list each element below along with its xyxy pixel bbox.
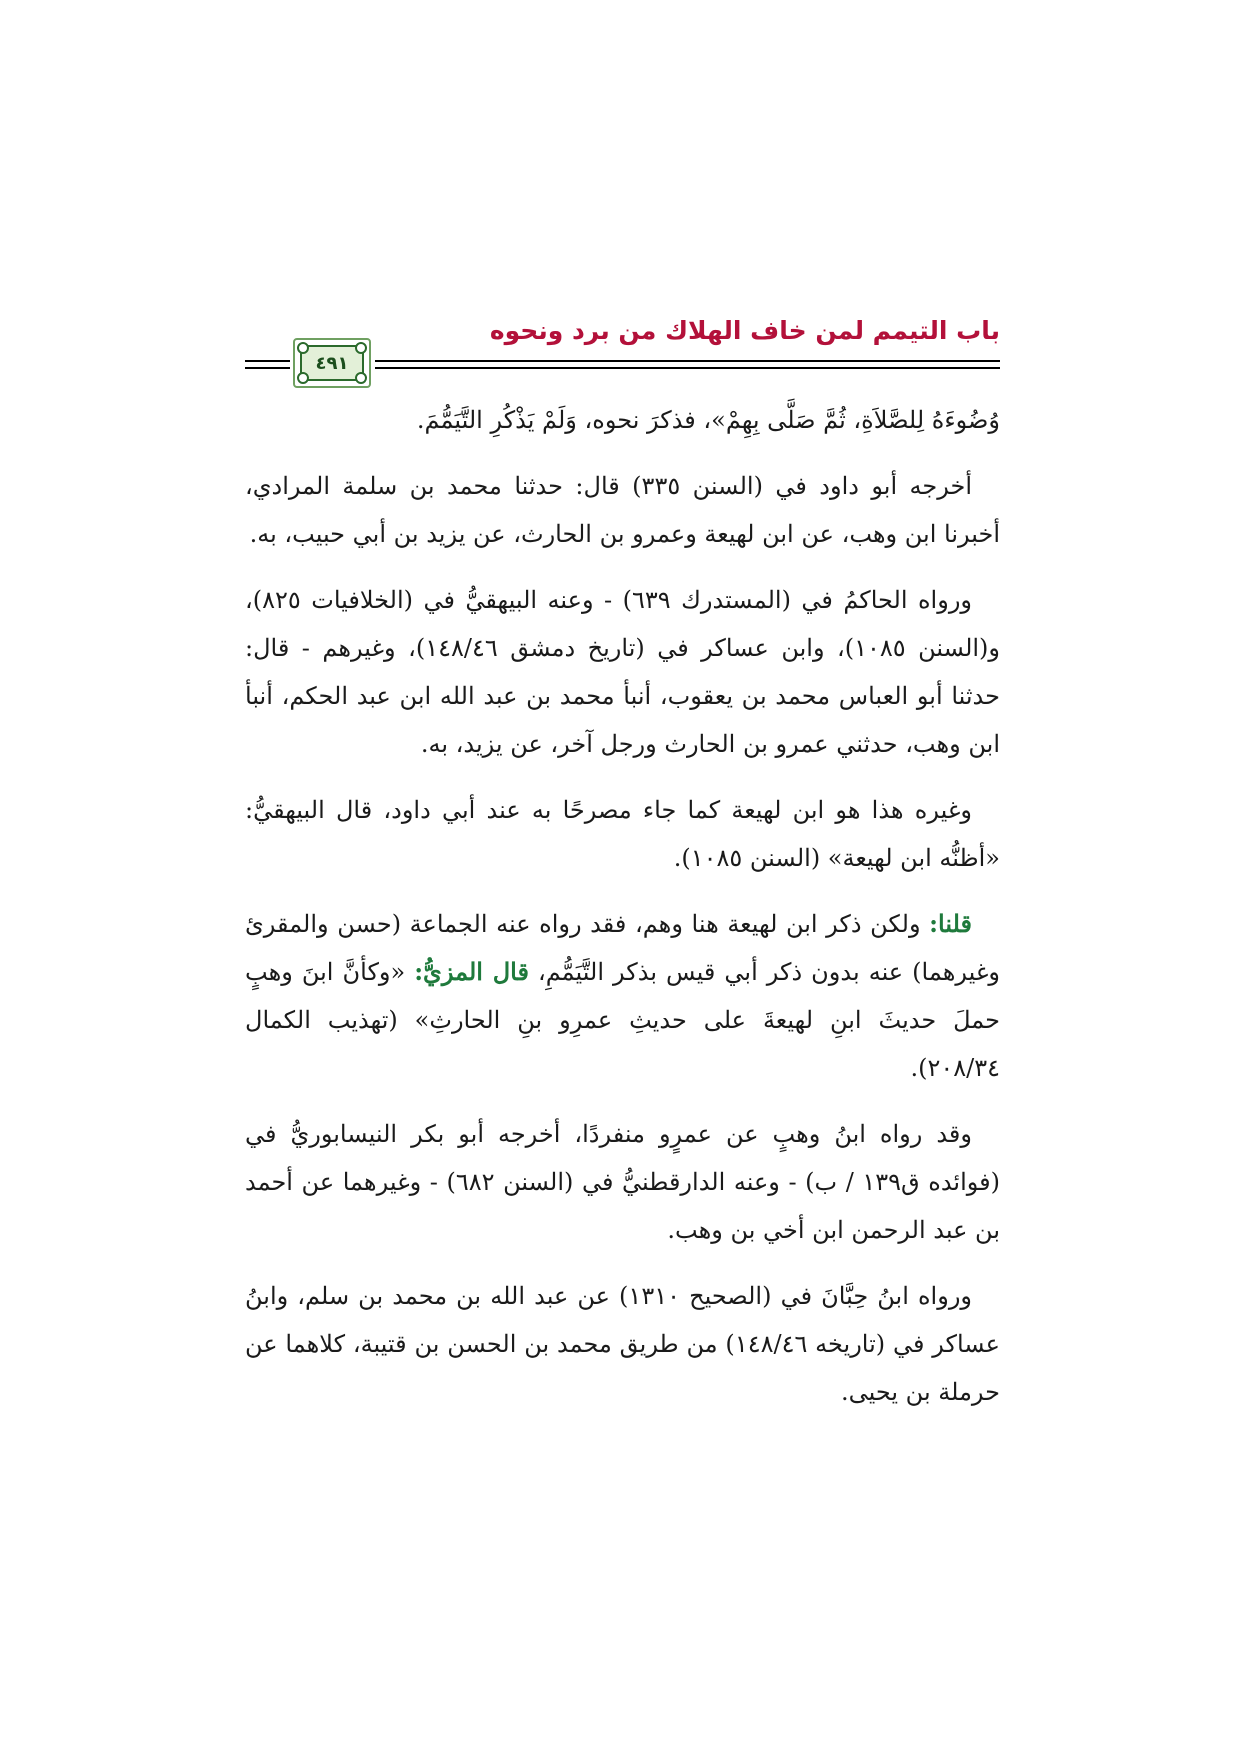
header-rule [375, 360, 1000, 362]
header-rule [375, 367, 1000, 369]
header-rule [245, 367, 290, 369]
paragraph [245, 900, 1000, 1092]
paragraph-text: ولكن ذكر ابن لهيعة هنا وهم، فقد رواه عنه الجماعة (حسن والمقرئ وغيرهما) عنه بدون ذكر أبي قيس بذكر التَّيَمُّمِ، [245, 910, 1001, 986]
paragraph: أخرجه أبو داود في (السنن ٣٣٥) قال: حدثنا محمد بن سلمة المرادي، أخبرنا ابن وهب، عن ابن لهيعة وعمرو بن الحارث، عن يزيد بن أبي حبيب، به. [245, 472, 1000, 548]
highlight-label: قال المزيُّ: [414, 957, 529, 986]
page-header [245, 316, 1000, 386]
paragraph: وُضُوءَهُ لِلصَّلاَةِ، ثُمَّ صَلَّى بِهِمْ»، فذكرَ نحوه، وَلَمْ يَذْكُرِ التَّيَمُّمَ. [416, 406, 1000, 434]
paragraph-text: «وكأنَّ ابنَ وهبٍ حملَ حديثَ ابنِ لهيعةَ على حديثِ عمرِو بنِ الحارثِ» (تهذيب الكمال ٢٠٨/٣٤). [245, 958, 1000, 1082]
header-rule [245, 360, 290, 362]
highlight-label: قلنا: [929, 909, 972, 938]
paragraph: ورواه ابنُ حِبَّانَ في (الصحيح ١٣١٠) عن عبد الله بن محمد بن سلم، وابنُ عساكر في (تاريخه ١٤٨/٤٦) من طريق محمد بن الحسن بن قتيبة، كلاهما عن حرملة بن يحيى. [245, 1282, 1000, 1406]
chapter-title: باب التيمم لمن خاف الهلاك من برد ونحوه [489, 316, 1000, 345]
paragraph: وقد رواه ابنُ وهبٍ عن عمرٍو منفردًا، أخرجه أبو بكر النيسابوريُّ في (فوائده ق١٣٩ / ب) - وعنه الدارقطنيُّ في (السنن ٦٨٢) - وغيرهما عن أحمد بن عبد الرحمن ابن أخي بن وهب. [245, 1120, 1001, 1244]
page-number: ٤٩١ [315, 353, 349, 374]
paragraph: ورواه الحاكمُ في (المستدرك ٦٣٩) - وعنه البيهقيُّ في (الخلافيات ٨٢٥)، و(السنن ١٠٨٥)، وابن عساكر في (تاريخ دمشق ١٤٨/٤٦)، وغيرهم - قال: حدثنا أبو العباس محمد بن يعقوب، أنبأ محمد بن عبد الله ابن عبد الحكم، أنبأ ابن وهب، حدثني عمرو بن الحارث ورجل آخر، عن يزيد، به. [245, 586, 1001, 758]
page-number-badge [293, 338, 371, 388]
paragraph: وغيره هذا هو ابن لهيعة كما جاء مصرحًا به عند أبي داود، قال البيهقيُّ: «أظنُّه ابن لهيعة» (السنن ١٠٨٥). [245, 796, 1000, 872]
badge-frame [300, 345, 364, 381]
main-text [245, 396, 1000, 1434]
